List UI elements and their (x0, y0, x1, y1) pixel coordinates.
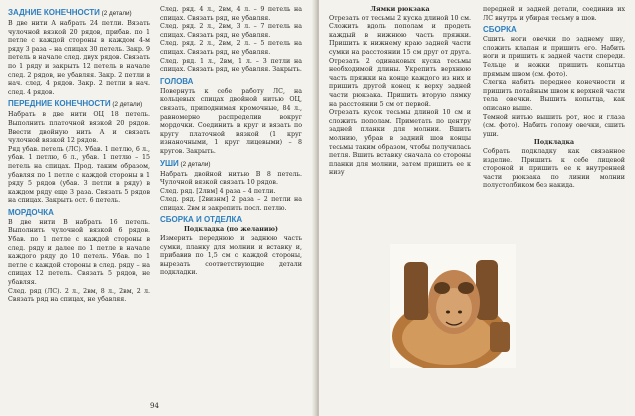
section-heading (160, 159, 302, 170)
left-page (0, 0, 316, 416)
paragraph: След. ряд. [2лвм] 4 раза – 4 петли. (160, 187, 276, 195)
section-title: СБОРКА (483, 25, 517, 35)
paragraph: Измерить переднюю и заднюю часть сумки, планку для молнии и вставку и, прибавив по 1,5 см с каждой стороны, вырезать соответствующие детали подкладки. (160, 235, 302, 277)
section-note: (2 детали) (99, 10, 132, 17)
subheading: Подкладка (533, 139, 575, 147)
section-title: СБОРКА И ОТДЕЛКА (160, 215, 243, 225)
paragraph: В две нити A набрать 24 петли. Вязать чулочной вязкой 20 рядов, прибав. по 1 петле с каждой стороны в каждом 4-м ряду 3 раза – на спицах 30 петель. Закр. 9 петель в начале след. двух рядов. Связать по 1 ряду и закрыть 12 петель в начале след. 2 рядов, не убавляя. Закр. 2 петли в нач. след. 4 рядов. Закр. 2 петли в нач. след. 4 рядов. (8, 20, 150, 96)
subheading: Подкладка (по желанию) (183, 226, 278, 234)
section-title: УШИ (160, 158, 179, 168)
paragraph: След. ряд. 2 л., 2вм, 2 л. – 5 петель на спицах. Связать ряд, не убавляя. (160, 40, 302, 56)
section-title: ГОЛОВА (160, 76, 194, 86)
paragraph: След. ряд. [2визнм] 2 раза – 2 петли на спицах. 2вм и закрепить посл. петлю. (160, 196, 302, 212)
sheep-photo (390, 244, 516, 368)
paragraph: Слегка набить переднее конечности и пришить потайным швом к верхней части тела овечки. Вышить копытца, как описано выше. (483, 79, 625, 112)
page-number: 94 (150, 402, 159, 410)
paragraph: Собрать подкладку как связанное изделие. Пришить к себе лицевой стороной и пришить ее к внутренней части рюкзака по линии молнии полустолбиком без накида. (483, 147, 625, 190)
right-column-2 (483, 6, 625, 191)
paragraph: След. ряд. 2 л., 2вм, 3 л. – 7 петель на спицах. Связать ряд, не убавляя. (160, 23, 302, 39)
right-column-1 (329, 6, 471, 178)
paragraph: передней и задней детали, соединив их ЛС внутрь и убирая тесьму в шов. (483, 6, 625, 22)
section-note: (2 детали) (110, 101, 143, 109)
left-column-2 (160, 6, 302, 278)
paragraph: Ряд убав. петель (ЛС). Убав. 1 петлю, 6 л., убав. 1 петлю, 6 л., убав. 1 петлю – 15 петель на спицах. Прод. таким образом, убавляя по 1 петле с каждой стороны в 1 ряду 5 рядов (убав. 3 петли в ряду) в каждом ряду еще 3 раза. Связать 5 рядов на спицах. Закрыть ост. 6 петель. (8, 145, 150, 205)
paragraph: Отрезать кусок тесьмы длиной 10 см и сложить пополам. Приметать по центру задней планки для молнии. Вшить молнию, убрав в задний шов концы тесьмы таким образом, чтобы получилась петля. Вшить вставку сначала со стороны планки для молнии, затем пришить ее к низу (329, 109, 471, 177)
left-column-1 (8, 6, 150, 305)
section-title: ПЕРЕДНИЕ КОНЕЧНОСТИ (8, 99, 111, 109)
paragraph: Отрезать от тесьмы 2 куска длиной 10 см. Сложить вдоль пополам и продеть каждый в нижнюю часть пряжки. Пришить к нижнему краю задней части сумки на расстоянии 15 см друг от друга. Отрезать 2 одинаковых куска тесьмы необходимой длины. Укрепить верхнюю часть пряжки на конце каждого из них и пришить другой конец к верху задней части рюкзака. Пришить вторую лямку на расстоянии 5 см от первой. (329, 14, 471, 108)
paragraph: След. ряд. 4 л., 2вм, 4 л. – 9 петель на спицах. Связать ряд, не убавляя. (160, 6, 302, 22)
section-heading (8, 99, 150, 110)
paragraph: Набрать двойной нитью B 8 петель. Чулочной вязкой связать 10 рядов. (160, 170, 302, 187)
paragraph: В две нити B набрать 16 петель. Выполнить чулочной вязкой 6 рядов. Убав. по 1 петле с каждой стороны в след. ряду и далее по 1 петле в начале каждого ряду до 10 петель. Убав. по 1 петле с каждой стороны в след. ряду – на спицах 12 петель. Связать 5 рядов, не убавляя. (8, 218, 150, 287)
paragraph: След. ряд (ЛС). 2 л., 2вм, 8 л., 2вм, 2 л. Связать ряд на спицах, не убавляя. (8, 287, 150, 304)
paragraph: След. ряд. 1 л., 2вм, 1 л. – 3 петли на спицах. Связать ряд, не убавляя. Закрыть. (160, 57, 302, 74)
section-heading (8, 8, 150, 19)
paragraph: Сшить ноги овечки по заднему шву, сложить клапан и пришить его. Набить ноги и пришить к задней части спереди. Тельце и ножки пришить копытца прямым швом (см. фото). (483, 36, 625, 78)
section-title: ЗАДНИЕ КОНЕЧНОСТИ (8, 8, 100, 17)
section-heading (8, 208, 150, 218)
paragraph: Повернуть к себе работу ЛС, на кольцевых спицах двойной нитью ОЦ, связать, приподнимая кромочные, 84 л., равномерно распределив вокруг мордочки. Соединить в круг и вязать по кругу платочной вязкой (1 круг изнаночными, 1 круг лицевыми) – 8 кругов. Закрыть. (160, 87, 302, 155)
sheep-image (390, 244, 516, 368)
section-note: (2 детали) (178, 160, 211, 168)
section-heading (483, 25, 625, 35)
section-title: МОРДОЧКА (8, 207, 54, 217)
section-heading (160, 77, 302, 87)
paragraph: Набрать в две нити ОЦ 18 петель. Выполнить платочной вязкой 20 рядов. Ввести двойную нить A и связать чулочной вязкой 12 рядов. (8, 111, 150, 145)
paragraph: Темной нитью вышить рот, нос и глаза (см. фото). Набить голову овечки, сшить уши. (483, 113, 625, 138)
subheading: Лямки рюкзака (370, 6, 430, 13)
section-heading (160, 215, 302, 225)
